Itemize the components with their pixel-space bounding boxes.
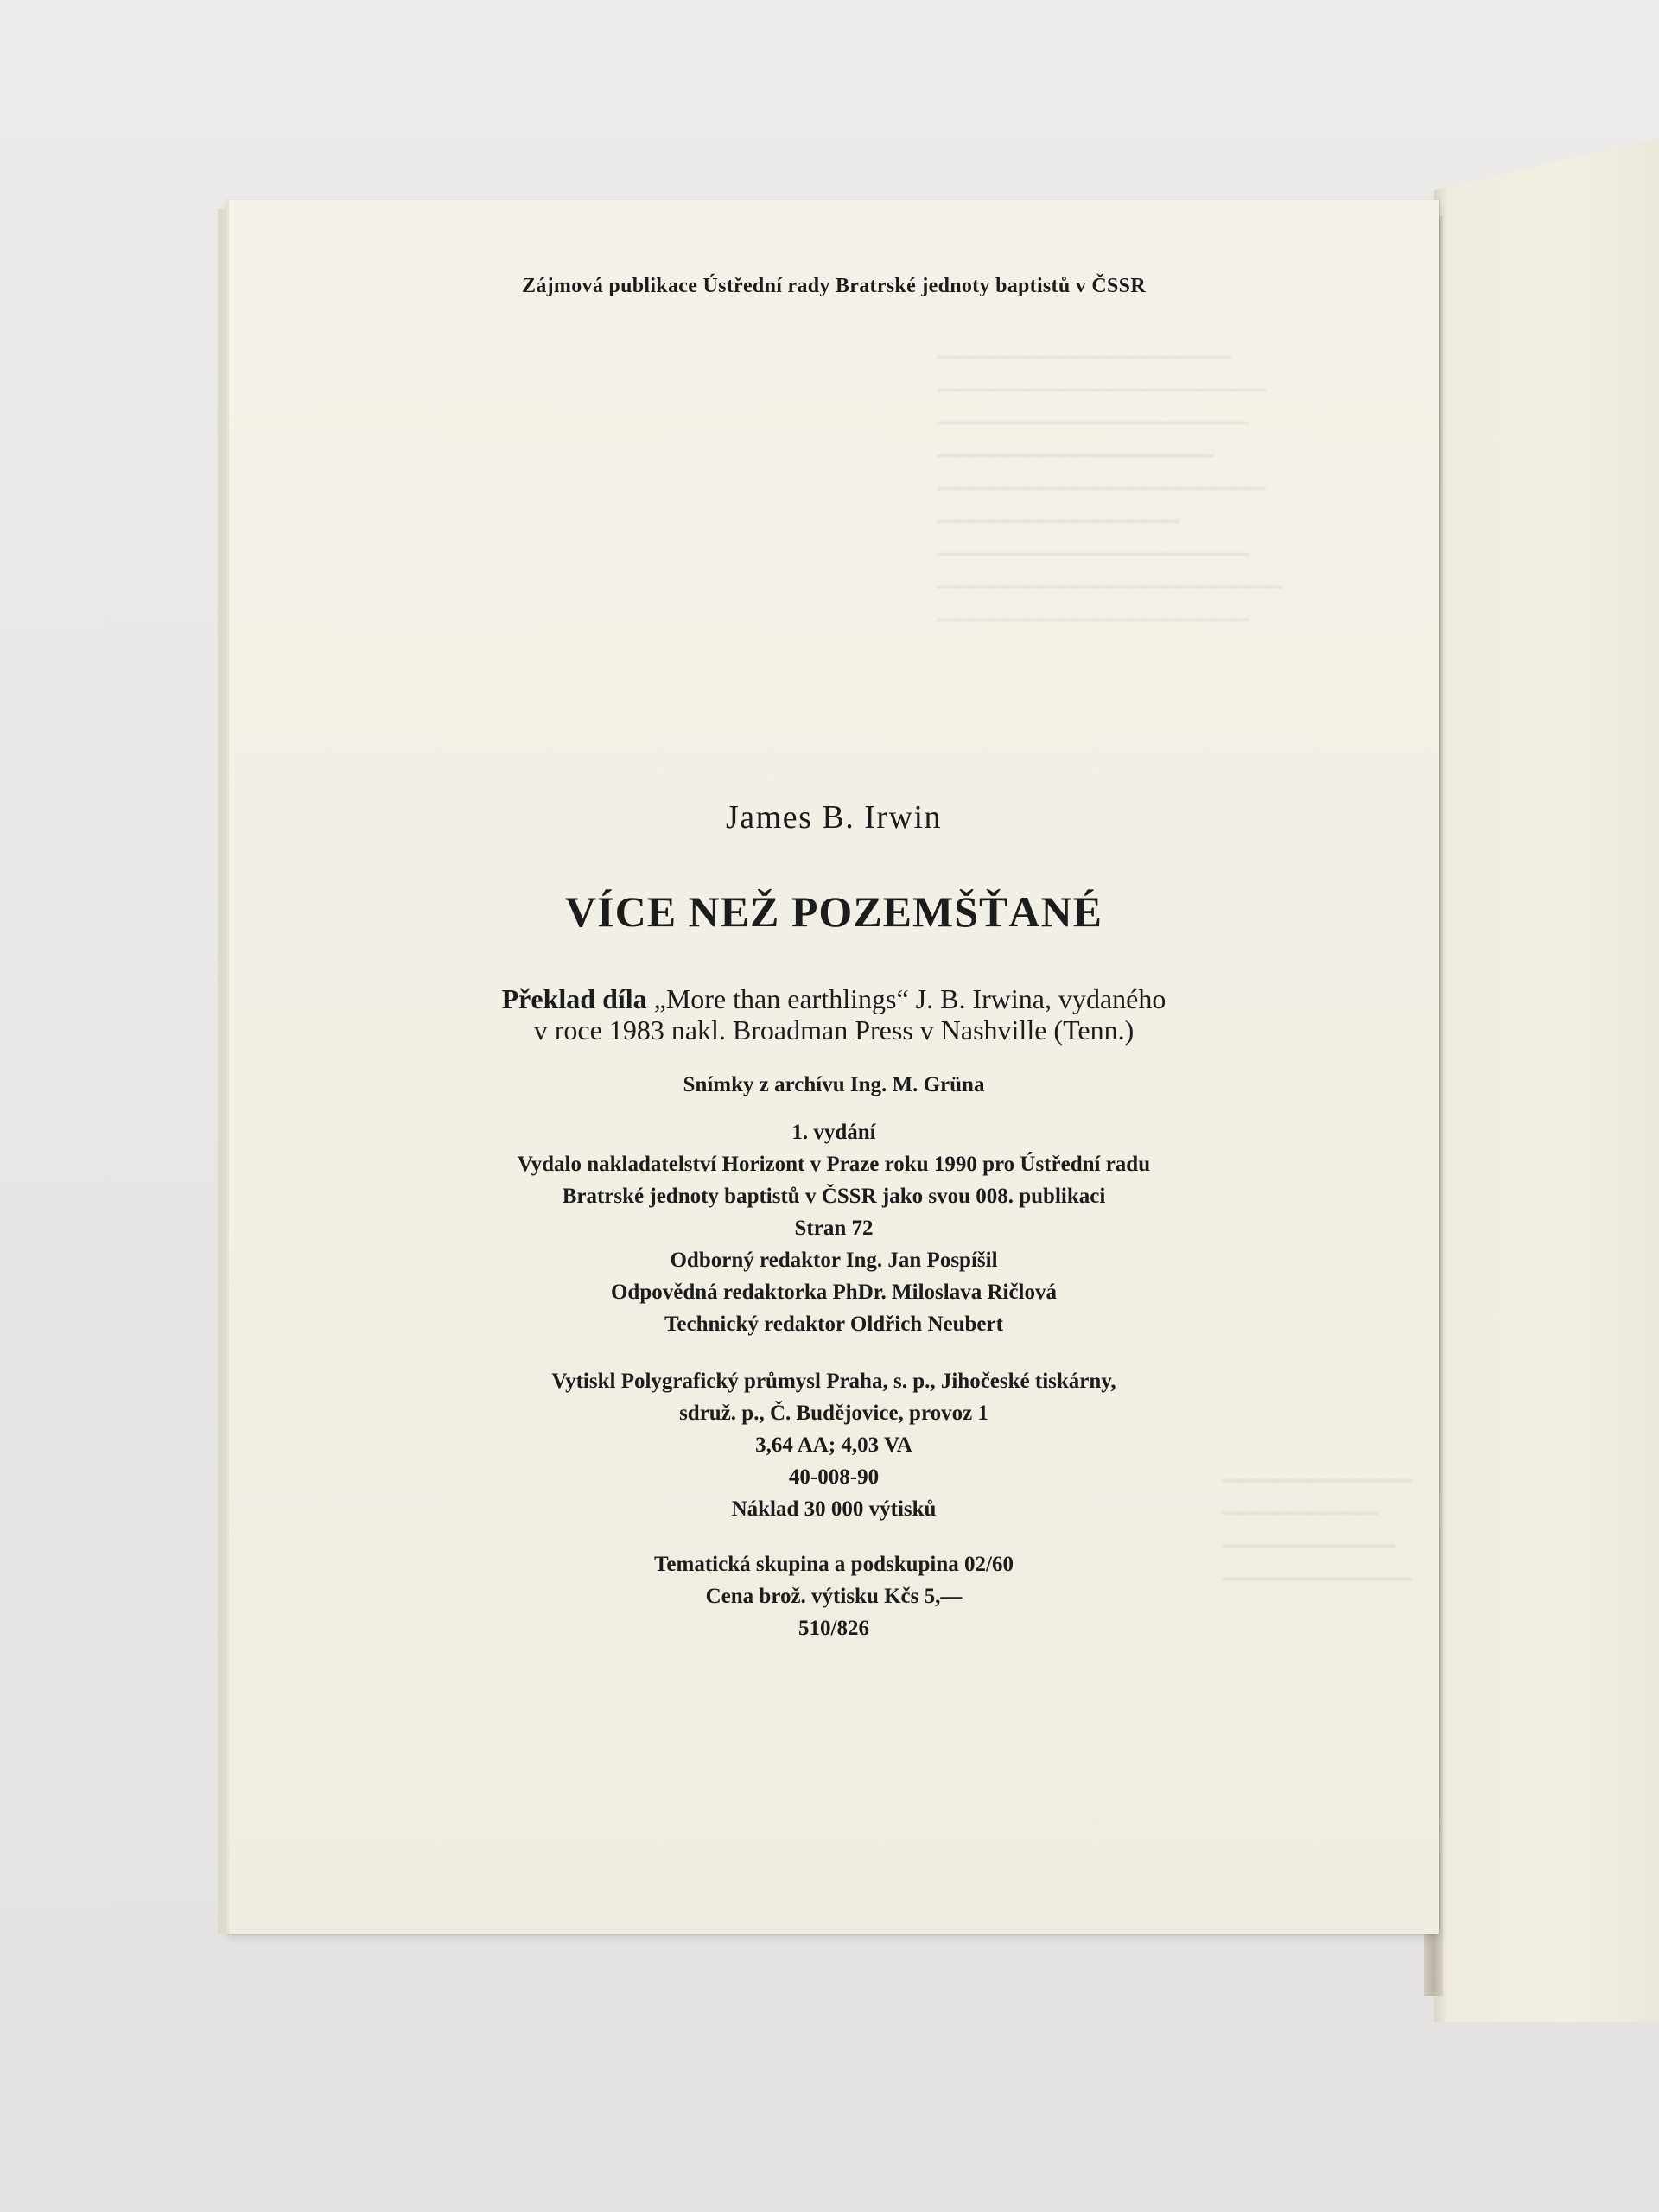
author-name: James B. Irwin xyxy=(725,799,943,836)
translation-lead: Překlad díla xyxy=(501,983,647,1014)
series-header: Zájmová publikace Ústřední rady Bratrské jednoty baptistů v ČSSR xyxy=(522,275,1146,297)
imprint-line: Odpovědná redaktorka PhDr. Miloslava Ričlová xyxy=(610,1281,1057,1304)
facing-page xyxy=(1434,138,1659,2022)
catalog-line: Tematická skupina a podskupina 02/60 xyxy=(654,1553,1014,1576)
printer-line: Náklad 30 000 výtisků xyxy=(731,1497,937,1521)
translation-line-2: v roce 1983 nakl. Broadman Press v Nashville (Tenn.) xyxy=(533,1014,1135,1046)
photo-credit: Snímky z archívu Ing. M. Grüna xyxy=(683,1073,985,1096)
show-through-text-lower: ▁▁▁▁▁▁▁▁▁▁▁ ▁▁▁▁▁▁▁▁▁ ▁▁▁▁▁▁▁▁▁▁ ▁▁▁▁▁▁▁▁▁▁▁ xyxy=(1223,1457,1413,1580)
imprint-line: Vydalo nakladatelství Horizont v Praze roku 1990 pro Ústřední radu xyxy=(517,1153,1151,1176)
imprint-line: Odborný redaktor Ing. Jan Pospíšil xyxy=(670,1249,998,1272)
book-page xyxy=(226,200,1439,1934)
printer-line: 40-008-90 xyxy=(788,1465,880,1489)
catalog-line: 510/826 xyxy=(798,1617,869,1640)
translation-note xyxy=(229,983,1439,1046)
printer-block xyxy=(229,1365,1439,1525)
printer-line: 3,64 AA; 4,03 VA xyxy=(755,1433,912,1457)
translation-line-1: „More than earthlings“ J. B. Irwina, vydaného xyxy=(646,983,1166,1014)
imprint-line: 1. vydání xyxy=(791,1121,876,1144)
printer-line: Vytiskl Polygrafický průmysl Praha, s. p., Jihočeské tiskárny, xyxy=(551,1370,1116,1393)
imprint-line: Bratrské jednoty baptistů v ČSSR jako svou 008. publikaci xyxy=(562,1185,1106,1208)
imprint-block xyxy=(229,1116,1439,1340)
catalog-line: Cena brož. výtisku Kčs 5,— xyxy=(705,1585,963,1608)
catalog-block xyxy=(229,1548,1439,1644)
printer-line: sdruž. p., Č. Budějovice, provoz 1 xyxy=(679,1402,988,1425)
imprint-line: Technický redaktor Oldřich Neubert xyxy=(664,1313,1003,1336)
show-through-text: ▁▁▁▁▁▁▁▁▁▁▁▁▁▁▁▁▁ ▁▁▁▁▁▁▁▁▁▁▁▁▁▁▁▁▁▁▁ ▁▁▁▁▁▁▁▁▁▁▁▁▁▁▁▁▁▁ ▁▁▁▁▁▁▁▁▁▁▁▁▁▁▁▁ ▁▁▁▁▁▁▁▁▁▁▁▁▁▁▁▁▁▁▁ ▁▁▁▁▁▁▁▁▁▁▁▁▁▁ ▁▁▁▁▁▁▁▁▁▁▁▁▁▁▁▁▁▁ ▁▁▁▁▁▁▁▁▁▁▁▁▁▁▁▁▁▁▁▁ ▁▁▁▁▁▁▁▁▁▁▁▁▁▁▁▁▁▁ xyxy=(938,334,1283,621)
book-title: VÍCE NEŽ POZEMŠŤANÉ xyxy=(565,887,1103,936)
imprint-line: Stran 72 xyxy=(794,1217,874,1240)
